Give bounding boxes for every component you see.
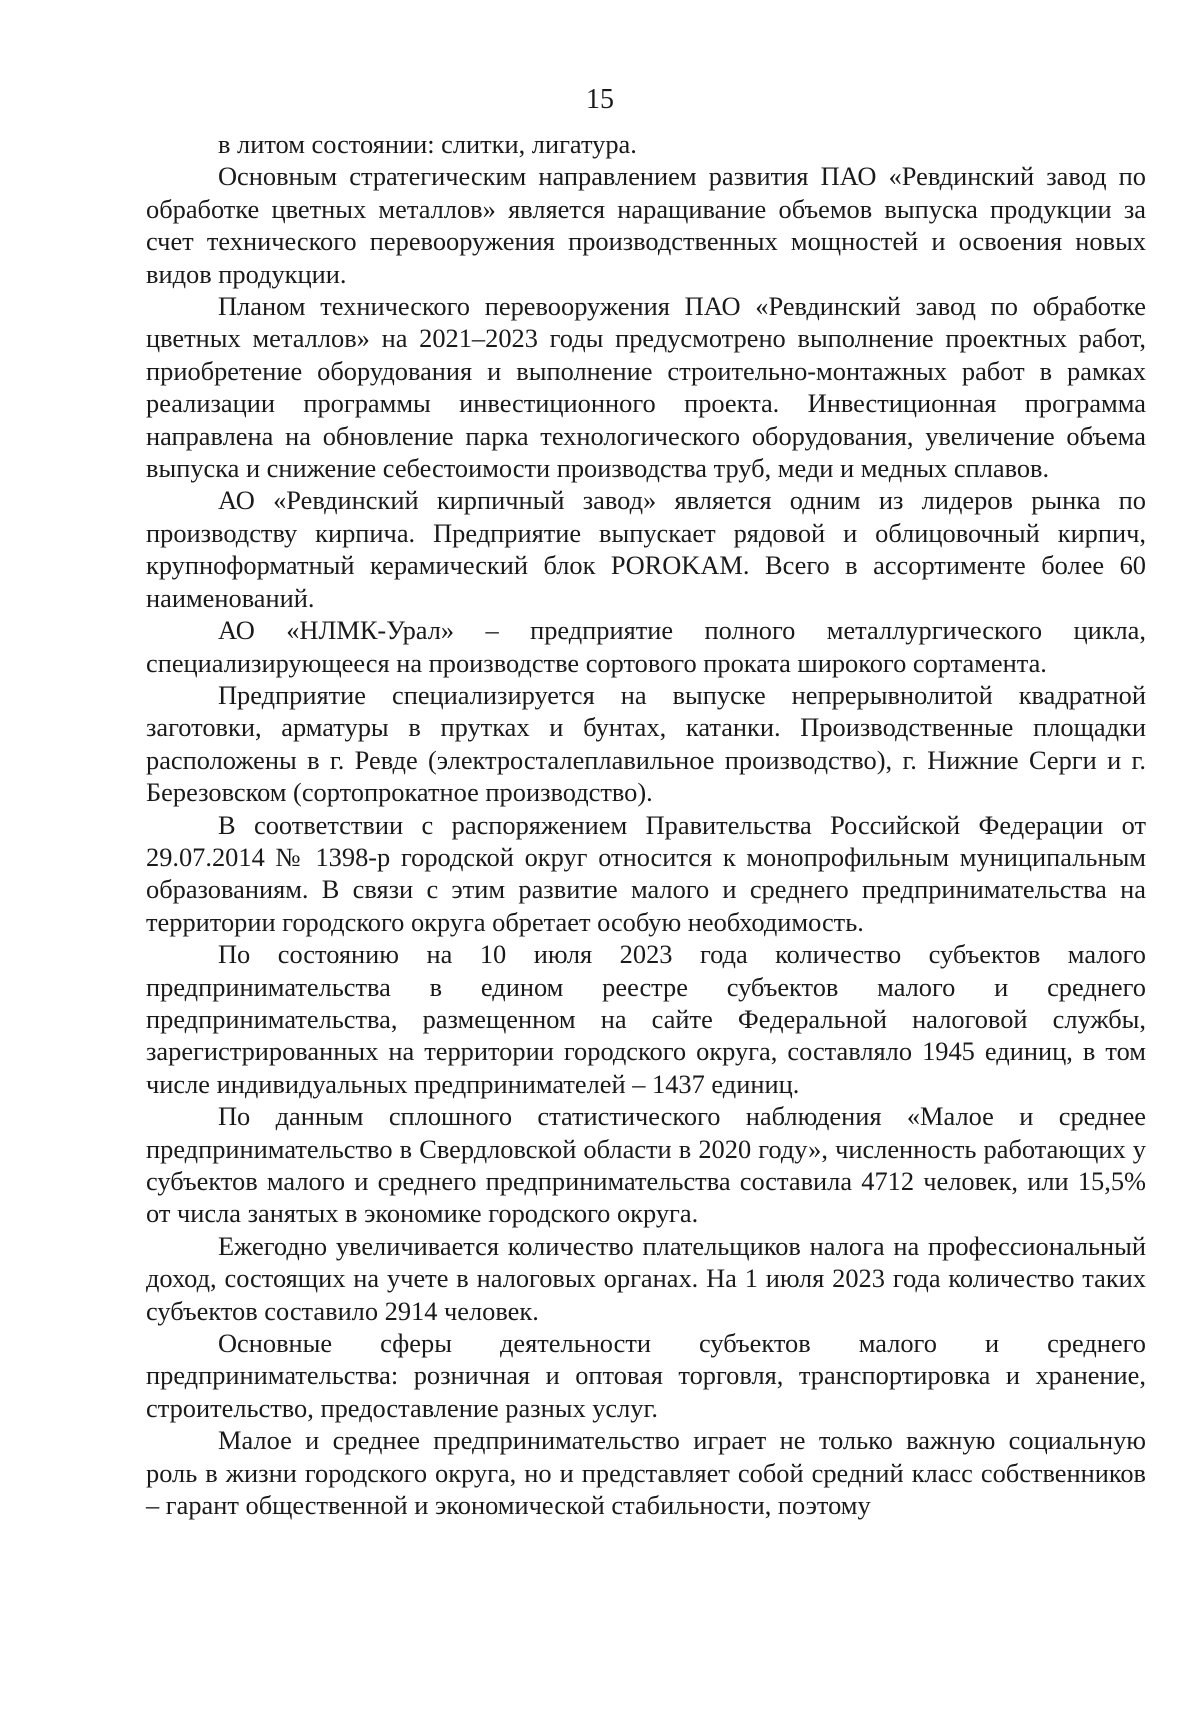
paragraph-sme-registry: По состоянию на 10 июля 2023 года количество субъектов малого предпринимательства в едином реестре субъектов малого и среднего предпринимательства, размещенном на сайте Федеральной налоговой службы, зарегистрированных на территории городского округа, составляло 1945 единиц, в том числе индивидуальных предпринимателей – 1437 единиц. xyxy=(146,939,1146,1099)
paragraph-nlmk-production: Предприятие специализируется на выпуске непрерывнолитой квадратной заготовки, арматуры в прутках и бунтах, катанки. Производственные площадки расположены в г. Ревде (электросталеплавильное производство), г. Нижние Серги и г. Березовском (сортопрокатное производство). xyxy=(146,679,1146,808)
paragraph-nlmk-ural: АО «НЛМК-Урал» – предприятие полного металлургического цикла, специализирующееся на производстве сортового проката широкого сортамента. xyxy=(146,615,1146,678)
paragraph-modernization-plan: Планом технического перевооружения ПАО «Ревдинский завод по обработке цветных металлов» на 2021–2023 годы предусмотрено выполнение проектных работ, приобретение оборудования и выполнение строительно-монтажных работ в рамках реализации программы инвестиционного проекта. Инвестиционная программа направлена на обновление парка технологического оборудования, увеличение объема выпуска и снижение себестоимости производства труб, меди и медных сплавов. xyxy=(146,291,1146,484)
paragraph-sme-sectors: Основные сферы деятельности субъектов малого и среднего предпринимательства: розничная и оптовая торговля, транспортировка и хранение, строительство, предоставление разных услуг. xyxy=(146,1328,1146,1423)
page-number: 15 xyxy=(586,84,614,115)
paragraph-brick-plant: АО «Ревдинский кирпичный завод» является одним из лидеров рынка по производству кирпича. Предприятие выпускает рядовой и облицовочный кирпич, крупноформатный керамический блок POROKAM. Всего в ассортименте более 60 наименований. xyxy=(146,485,1146,613)
document-body xyxy=(146,128,1146,1521)
paragraph-self-employed: Ежегодно увеличивается количество плательщиков налога на профессиональный доход, состоящих на учете в налоговых органах. На 1 июля 2023 года количество таких субъектов составило 2914 человек. xyxy=(146,1230,1146,1326)
paragraph-monotown-status: В соответствии с распоряжением Правительства Российской Федерации от 29.07.2014 № 1398-р городской округ относится к монопрофильным муниципальным образованиям. В связи с этим развитие малого и среднего предпринимательства на территории городского округа обретает особую необходимость. xyxy=(146,809,1146,937)
paragraph-sme-employment: По данным сплошного статистического наблюдения «Малое и среднее предпринимательство в Свердловской области в 2020 году», численность работающих у субъектов малого и среднего предпринимательства составила 4712 человек, или 15,5% от числа занятых в экономике городского округа. xyxy=(146,1101,1146,1229)
paragraph-strategic-direction: Основным стратегическим направлением развития ПАО «Ревдинский завод по обработке цветных металлов» является наращивание объемов выпуска продукции за счет технического перевооружения производственных мощностей и освоения новых видов продукции. xyxy=(146,161,1146,289)
paragraph-sme-role: Малое и среднее предпринимательство играет не только важную социальную роль в жизни городского округа, но и представляет собой средний класс собственников – гарант общественной и экономической стабильности, поэтому xyxy=(146,1425,1146,1521)
paragraph-cast-state: в литом состоянии: слитки, лигатура. xyxy=(218,129,637,159)
